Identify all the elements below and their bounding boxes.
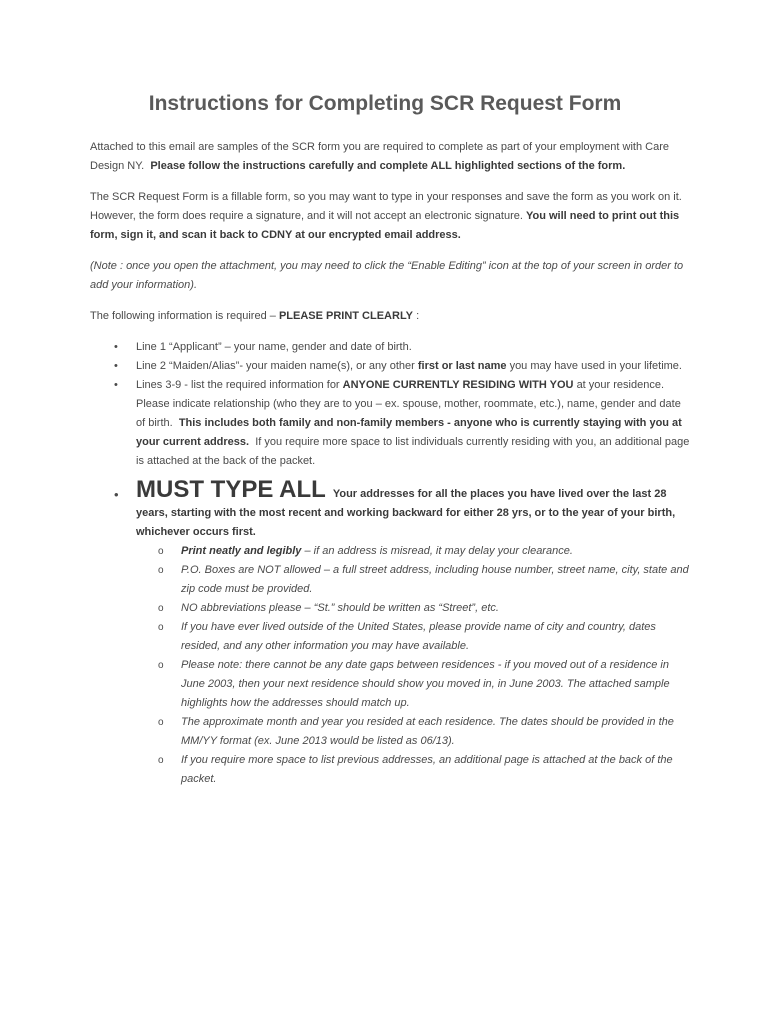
address-rules-list	[136, 542, 690, 789]
list-item	[90, 477, 690, 789]
bullet-icon: •	[114, 341, 118, 353]
fillable-form-paragraph	[90, 188, 690, 245]
sub-list-item	[136, 561, 690, 599]
bullet-icon: •	[114, 379, 118, 391]
date-gaps-text: Please note: there cannot be any date gaps between residences - if you moved out of a residence in June 2003, then your next residence should show you moved in, in June 2003. The attached sample highlights how the addresses should match up.	[181, 659, 670, 709]
line-2-text-end: you may have used in your lifetime.	[509, 360, 682, 372]
sub-list-item	[136, 599, 690, 618]
intro-text: Attached to this email are samples of the SCR form you are required to complete as part of your employment with Care Design NY.	[90, 141, 669, 172]
intro-paragraph	[90, 138, 690, 176]
sub-list-item	[136, 618, 690, 656]
line-2-bold-text: first or last name	[417, 360, 507, 372]
intro-bold-text: Please follow the instructions carefully and complete ALL highlighted sections of the form.	[150, 160, 626, 172]
circle-bullet-icon: o	[158, 565, 164, 576]
sub-list-item	[136, 656, 690, 713]
no-abbreviations-text: NO abbreviations please – “St.” should be written as “Street”, etc.	[181, 602, 499, 614]
fillable-form-text: The SCR Request Form is a fillable form, so you may want to type in your responses and save the form as you work on it. However, the form does require a signature, and it will not accept an electronic signature.	[90, 191, 682, 222]
addresses-instruction-text: Your addresses for all the places you have lived over the last 28 years, starting with the most recent and working backward for either 28 yrs, or to the year of your birth, whichever occurs first.	[136, 488, 676, 538]
sub-list-item	[136, 751, 690, 789]
lines-3-9-text: Lines 3-9 - list the required information for	[136, 379, 340, 391]
print-clearly-text: PLEASE PRINT CLEARLY	[278, 310, 413, 322]
list-item	[90, 338, 690, 357]
lines-3-9-bold-text: ANYONE CURRENTLY RESIDING WITH YOU	[342, 379, 574, 391]
bullet-icon: •	[114, 487, 119, 502]
lines-3-9-members-bold-text: This includes both family and non-family members - anyone who is currently staying with you at your current address.	[136, 417, 682, 448]
required-info-colon: :	[416, 310, 420, 322]
more-space-text: If you require more space to list previous addresses, an additional page is attached at the back of the packet.	[181, 754, 673, 785]
circle-bullet-icon: o	[158, 660, 164, 671]
list-item	[90, 357, 690, 376]
bullet-icon: •	[114, 360, 118, 372]
circle-bullet-icon: o	[158, 755, 164, 766]
required-info-paragraph	[90, 307, 690, 326]
line-2-text: Line 2 “Maiden/Alias”- your maiden name(s), or any other	[136, 360, 415, 372]
fillable-form-bold-text: You will need to print out this form, sign it, and scan it back to CDNY at our encrypted email address.	[90, 210, 680, 241]
lines-3-9-extra-space-text: If you require more space to list individuals currently residing with you, an additional page is attached at the back of the packet.	[136, 436, 690, 467]
sub-list-item	[136, 542, 690, 561]
po-boxes-text: P.O. Boxes are NOT allowed – a full street address, including house number, street name, city, state and zip code must be provided.	[181, 564, 689, 595]
circle-bullet-icon: o	[158, 546, 164, 557]
page-title: Instructions for Completing SCR Request Form	[148, 92, 622, 115]
outside-us-text: If you have ever lived outside of the United States, please provide name of city and country, dates resided, and any other information you may have available.	[181, 621, 656, 652]
document-body	[90, 138, 690, 789]
month-year-text: The approximate month and year you resided at each residence. The dates should be provided in the MM/YY format (ex. June 2013 would be listed as 06/13).	[181, 716, 674, 747]
must-type-all-heading: MUST TYPE ALL	[136, 476, 326, 503]
list-item	[90, 376, 690, 471]
required-info-list	[90, 338, 690, 789]
print-neatly-text: – if an address is misread, it may delay your clearance.	[304, 545, 573, 557]
print-neatly-bold-text: Print neatly and legibly	[181, 545, 302, 557]
circle-bullet-icon: o	[158, 622, 164, 633]
required-info-text: The following information is required –	[90, 310, 276, 322]
lines-3-9-relationship-text: at your residence. Please indicate relationship (who they are to you – ex. spouse, mother, roommate, etc.), name, gender and date of birth.	[136, 379, 681, 429]
sub-list-item	[136, 713, 690, 751]
line-1-text: Line 1 “Applicant” – your name, gender and date of birth.	[136, 341, 412, 353]
circle-bullet-icon: o	[158, 717, 164, 728]
enable-editing-note: (Note : once you open the attachment, you may need to click the “Enable Editing” icon at the top of your screen in order to add your information).	[90, 260, 684, 291]
circle-bullet-icon: o	[158, 603, 164, 614]
